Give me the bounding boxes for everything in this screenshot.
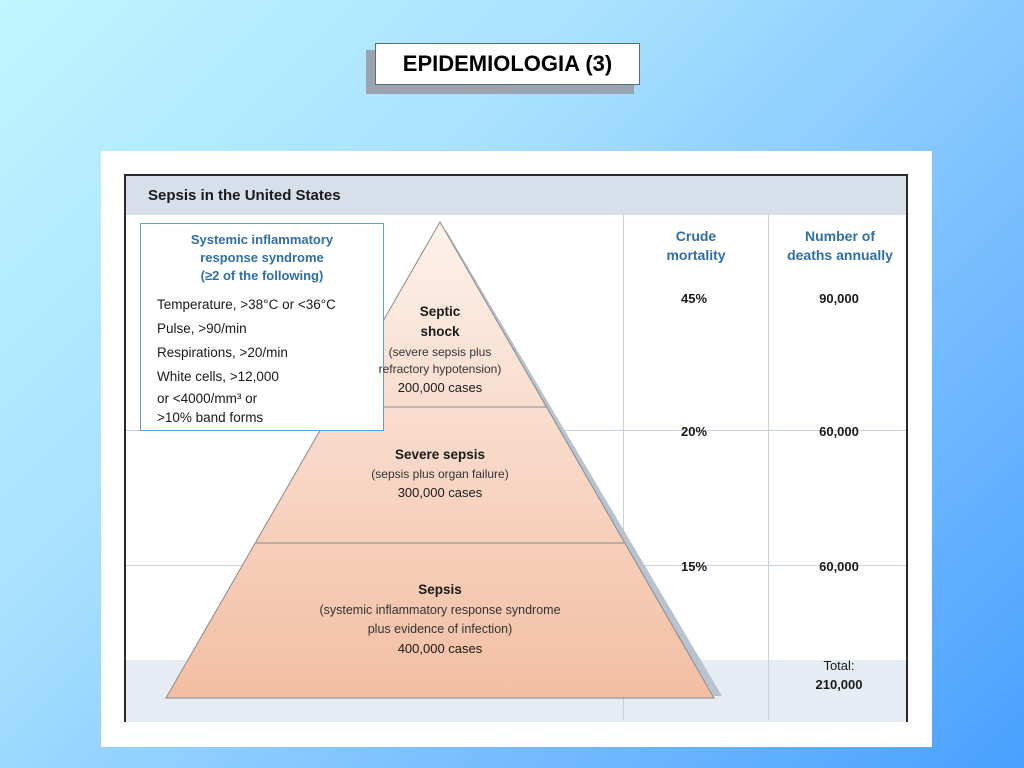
total-value: 210,000: [815, 677, 863, 692]
sepsis-figure: [124, 174, 908, 722]
mortality-sepsis: 15%: [680, 559, 708, 574]
sirs-criterion-white-cells: White cells, >12,000: [157, 369, 279, 384]
tier-sepsis-name: Sepsis: [418, 582, 462, 597]
sirs-heading: [141, 231, 383, 285]
figure-title: Sepsis in the United States: [148, 187, 341, 204]
total-label: Total:: [823, 658, 855, 673]
mortality-header-line-2: mortality: [666, 247, 726, 263]
tier-severe-sepsis-desc: (sepsis plus organ failure): [371, 467, 509, 481]
sirs-criterion-white-cells-cont-2: >10% band forms: [157, 410, 264, 425]
deaths-septic-shock: 90,000: [819, 291, 859, 306]
figure-panel: [101, 151, 932, 747]
tier-sepsis-cases: 400,000 cases: [397, 641, 483, 656]
tier-septic-shock-name-1: Septic: [419, 304, 461, 319]
sirs-criterion-respirations: Respirations, >20/min: [157, 345, 288, 360]
deaths-severe-sepsis: 60,000: [819, 424, 859, 439]
mortality-header-line-1: Crude: [675, 228, 717, 244]
sirs-heading-line-1: Systemic inflammatory: [190, 232, 334, 247]
deaths-header-line-1: Number of: [805, 228, 875, 244]
tier-severe-sepsis: [340, 445, 540, 503]
tier-severe-sepsis-cases: 300,000 cases: [397, 485, 483, 500]
mortality-septic-shock: 45%: [680, 291, 708, 306]
tier-septic-shock: [360, 302, 520, 398]
sirs-heading-line-2: response syndrome: [200, 250, 324, 265]
tier-septic-shock-desc-1: (severe sepsis plus: [388, 345, 492, 359]
tier-sepsis: [290, 580, 590, 659]
deaths-header-line-2: deaths annually: [787, 247, 893, 263]
tier-sepsis-desc-1: (systemic inflammatory response syndrome: [319, 603, 561, 617]
sirs-criterion-temperature: Temperature, >38°C or <36°C: [157, 297, 336, 312]
mortality-severe-sepsis: 20%: [680, 424, 708, 439]
deaths-sepsis: 60,000: [819, 559, 859, 574]
tier-severe-sepsis-name: Severe sepsis: [394, 447, 486, 462]
tier-septic-shock-desc-2: refractory hypotension): [378, 362, 502, 376]
slide-title: EPIDEMIOLOGIA (3): [375, 43, 640, 85]
sirs-criterion-pulse: Pulse, >90/min: [157, 321, 247, 336]
sirs-criteria-list: [141, 293, 383, 427]
tier-septic-shock-cases: 200,000 cases: [397, 380, 483, 395]
sirs-heading-line-3: (≥2 of the following): [200, 268, 324, 283]
tier-sepsis-desc-2: plus evidence of infection): [367, 622, 513, 636]
sirs-criterion-white-cells-cont-1: or <4000/mm³ or: [157, 391, 258, 406]
sirs-criteria-box: [140, 223, 384, 431]
tier-septic-shock-name-2: shock: [420, 324, 460, 339]
